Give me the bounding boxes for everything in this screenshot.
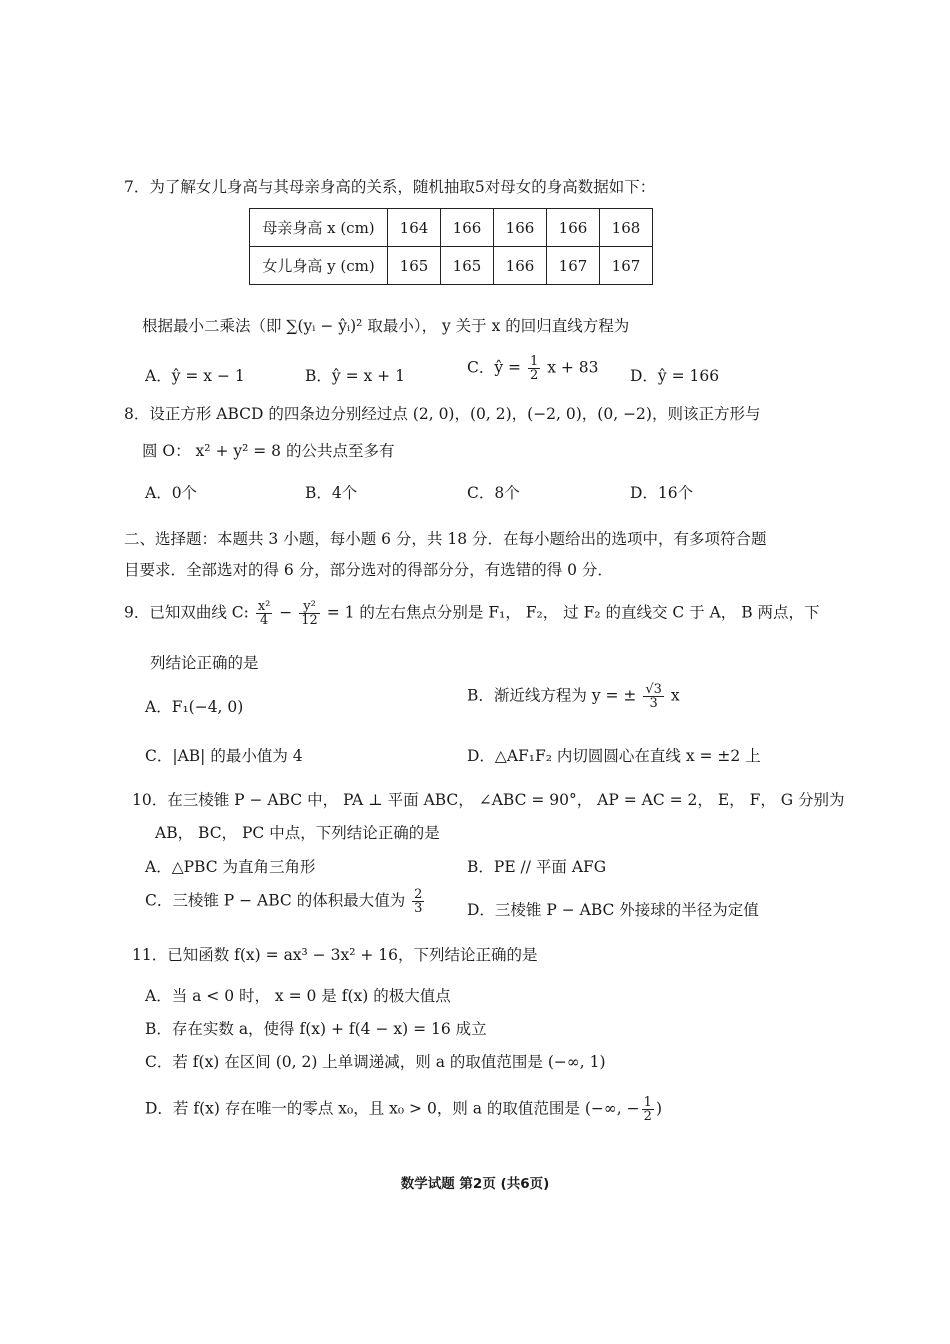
q8-option-b: B．4个 (305, 484, 358, 502)
q9-option-a: A．F₁(−4, 0) (145, 698, 244, 716)
fraction-denominator: 4 (259, 613, 269, 628)
q7-method: 根据最小二乘法（即 ∑(yᵢ − ŷᵢ)² 取最小）， y 关于 x 的回归直线方程为 (142, 317, 630, 335)
fraction (528, 355, 540, 382)
fraction-numerator: 1 (529, 354, 539, 369)
table-row-header: 母亲身高 x (cm) (250, 209, 388, 247)
fraction-numerator: 2 (414, 887, 423, 902)
q7-option-c (467, 355, 599, 382)
q10-option-b: B．PE // 平面 AFG (467, 858, 607, 876)
fraction-denominator: 3 (649, 696, 658, 711)
q9-option-b-prefix: B．渐近线方程为 y = ± (467, 686, 637, 705)
q11-stem: 11．已知函数 f(x) = ax³ − 3x² + 16，下列结论正确的是 (132, 946, 538, 964)
table-cell: 166 (494, 247, 547, 285)
table-cell: 165 (441, 247, 494, 285)
table-cell: 167 (547, 247, 600, 285)
q8-option-a: A．0个 (145, 484, 198, 502)
q11-option-d-prefix: D．若 f(x) 存在唯一的零点 x₀，且 x₀ > 0，则 a 的取值范围是 (145, 1099, 580, 1118)
section-heading-line1: 二、选择题：本题共 3 小题，每小题 6 分，共 18 分．在每小题给出的选项中，有多项符合题 (124, 530, 767, 548)
q9-stem-line2: 列结论正确的是 (150, 654, 259, 672)
q10-stem-line2: AB， BC， PC 中点，下列结论正确的是 (155, 824, 440, 842)
q10-option-a: A．△PBC 为直角三角形 (145, 858, 316, 876)
fraction-denominator: 3 (414, 901, 423, 916)
q10-stem-line1: 10．在三棱锥 P − ABC 中， PA ⊥ 平面 ABC， ∠ABC = 90°， AP = AC = 2， E， F， G 分别为 (132, 791, 845, 809)
q9-option-b (467, 683, 680, 710)
q10-option-c (145, 888, 426, 915)
interval-open: (−∞, − (584, 1099, 640, 1118)
q9-stem-line1 (124, 600, 820, 627)
section-heading-line2: 目要求．全部选对的得 6 分，部分选对的得部分分，有选错的得 0 分． (124, 561, 613, 579)
table-row (250, 247, 653, 285)
fraction-denominator: 12 (301, 613, 318, 628)
table-cell: 166 (547, 209, 600, 247)
q11-option-a: A．当 a < 0 时， x = 0 是 f(x) 的极大值点 (145, 987, 451, 1005)
fraction (256, 600, 273, 627)
q8-stem-line1: 8．设正方形 ABCD 的四条边分别经过点 (2, 0)，(0, 2)，(−2, 0)，(0, −2)，则该正方形与 (124, 405, 761, 423)
q7-option-d: D．ŷ = 166 (630, 367, 720, 385)
table-cell: 166 (441, 209, 494, 247)
table-cell: 165 (388, 247, 441, 285)
interval-close: ) (655, 1099, 662, 1118)
fraction-numerator: 1 (643, 1095, 652, 1110)
q7-stem: 7．为了解女儿身高与其母亲身高的关系，随机抽取5对母女的身高数据如下： (124, 178, 656, 196)
q9-prefix: 9．已知双曲线 C: (124, 603, 249, 622)
q10-option-d: D．三棱锥 P − ABC 外接球的半径为定值 (467, 901, 759, 919)
q7-option-b: B．ŷ = x + 1 (305, 367, 405, 385)
q11-option-c: C．若 f(x) 在区间 (0, 2) 上单调递减，则 a 的取值范围是 (−∞, 1) (145, 1053, 606, 1071)
fraction-denominator: 2 (643, 1109, 652, 1124)
table-cell: 166 (494, 209, 547, 247)
fraction-numerator: √3 (645, 682, 662, 697)
fraction-denominator: 2 (529, 368, 539, 383)
minus-sign: − (279, 603, 293, 622)
q8-stem-line2: 圆 O： x² + y² = 8 的公共点至多有 (142, 442, 395, 460)
fraction-numerator: x² (257, 599, 271, 614)
q11-option-d (145, 1096, 662, 1123)
q11-option-b: B．存在实数 a，使得 f(x) + f(4 − x) = 16 成立 (145, 1020, 487, 1038)
q8-option-c: C．8个 (467, 484, 520, 502)
table-cell: 167 (600, 247, 653, 285)
q9-option-c: C．|AB| 的最小值为 4 (145, 747, 303, 765)
q9-option-d: D．△AF₁F₂ 内切圆圆心在直线 x = ±2 上 (467, 747, 761, 765)
q9-suffix: = 1 的左右焦点分别是 F₁， F₂， 过 F₂ 的直线交 C 于 A， B 两点，下 (326, 603, 820, 622)
table-cell: 164 (388, 209, 441, 247)
q9-option-b-suffix: x (670, 686, 680, 705)
q7-option-c-prefix: C．ŷ = (467, 358, 522, 377)
fraction (642, 1096, 654, 1123)
fraction (412, 888, 424, 915)
q7-option-c-suffix: x + 83 (547, 358, 599, 377)
table-row-header: 女儿身高 y (cm) (250, 247, 388, 285)
fraction (643, 683, 664, 710)
q7-option-a: A．ŷ = x − 1 (145, 367, 245, 385)
q10-option-c-prefix: C．三棱锥 P − ABC 的体积最大值为 (145, 891, 406, 910)
table-cell: 168 (600, 209, 653, 247)
fraction-numerator: y² (299, 600, 320, 614)
fraction (299, 600, 320, 627)
table-row (250, 209, 653, 247)
height-data-table (249, 208, 653, 285)
page-footer: 数学试题 第2页 (共6页) (400, 1176, 550, 1192)
q8-option-d: D．16个 (630, 484, 694, 502)
